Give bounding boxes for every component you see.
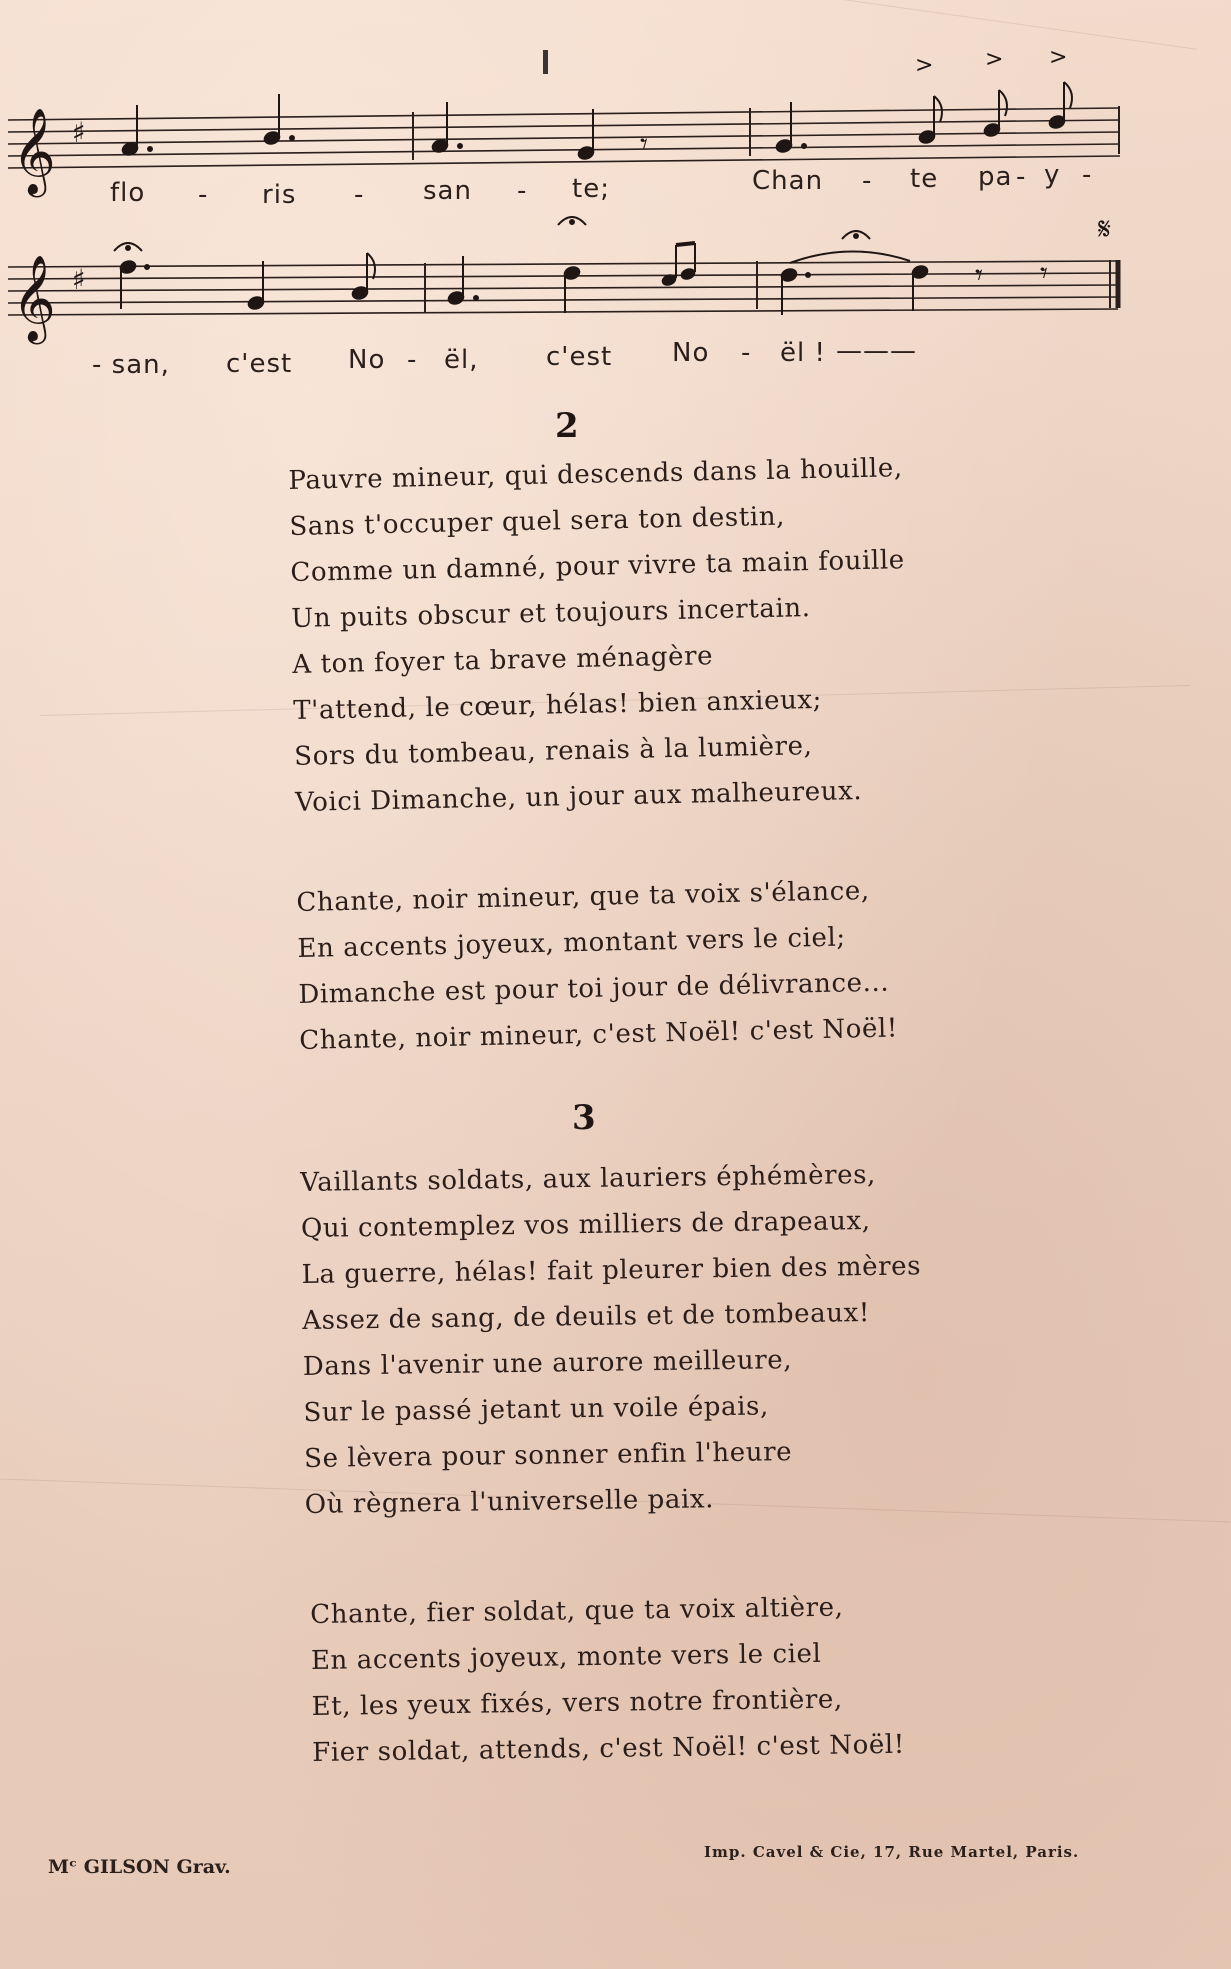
eighth-rest-icon: 𝄾 <box>640 127 648 162</box>
lyric-syllable: ris <box>262 180 297 210</box>
lyric-syllable: ël ! <box>780 338 826 368</box>
lyric-syllable: ël, <box>444 345 479 375</box>
verse-line: Sur le passé jetant un voile épais, <box>303 1391 770 1428</box>
verse-3-refrain <box>310 1584 905 1776</box>
note <box>779 251 910 315</box>
refrain-line: Chante, noir mineur, que ta voix s'élance, <box>296 875 870 918</box>
refrain-line: Chante, fier soldat, que ta voix altière, <box>310 1592 844 1630</box>
verse-line: Vaillants soldats, aux lauriers éphémères, <box>300 1159 877 1198</box>
verse-2-stanza <box>288 445 910 826</box>
verse-line: T'attend, le cœur, hélas! bien anxieux; <box>292 684 823 726</box>
lyric-hyphen: - <box>354 180 365 210</box>
engraver-credit: Mᶜ GILSON Grav. <box>48 1856 231 1878</box>
note <box>576 109 595 161</box>
verse-number: 3 <box>572 1098 596 1138</box>
verse-line: Voici Dimanche, un jour aux malheureux. <box>294 776 863 818</box>
eighth-rest-icon: 𝄾 <box>975 258 983 293</box>
tack-mark <box>543 50 548 74</box>
note <box>114 243 150 309</box>
accent-icon: > <box>985 50 1004 72</box>
eighth-rest-icon: 𝄾 <box>1040 256 1048 291</box>
verse-number: 2 <box>555 406 579 446</box>
lyric-syllable: - san, <box>92 350 170 380</box>
accent-icon: > <box>1049 50 1068 70</box>
lyric-syllable: flo <box>110 178 146 208</box>
verse-line: Sors du tombeau, renais à la lumière, <box>293 731 813 772</box>
lyric-syllable: No <box>348 345 386 375</box>
note <box>982 50 1007 138</box>
refrain-line: Dimanche est pour toi jour de délivrance... <box>298 967 890 1010</box>
verse-line: Dans l'avenir une aurore meilleure, <box>302 1345 793 1382</box>
treble-clef-icon: 𝄞 <box>12 255 56 341</box>
note <box>915 53 942 145</box>
sharp-icon: ♯ <box>72 263 86 296</box>
staff-2 <box>0 205 1231 345</box>
printer-credit: Imp. Cavel & Cie, 17, Rue Martel, Paris. <box>704 1843 1080 1861</box>
note <box>446 256 478 306</box>
refrain-line: Fier soldat, attends, c'est Noël! c'est Noël! <box>312 1729 905 1768</box>
refrain-line: En accents joyeux, montant vers le ciel; <box>297 922 847 964</box>
verse-line: Où règnera l'universelle paix. <box>304 1484 715 1520</box>
note <box>262 94 294 146</box>
note <box>246 261 265 311</box>
note <box>1047 50 1072 130</box>
lyric-hyphen: - <box>198 180 209 210</box>
verse-line: Comme un damné, pour vivre ta main fouille <box>290 545 906 588</box>
lyric-syllable: y <box>1044 160 1061 190</box>
refrain-line: Chante, noir mineur, c'est Noël! c'est Noël! <box>299 1013 899 1056</box>
melisma-line: ——— <box>836 336 917 366</box>
note <box>774 102 806 154</box>
lyric-syllable: c'est <box>546 342 613 372</box>
verse-line: Sans t'occuper quel sera ton destin, <box>289 501 786 542</box>
lyric-hyphen: - <box>1082 160 1093 190</box>
verse-line: Se lèvera pour sonner enfin l'heure <box>303 1437 793 1474</box>
lyric-syllable: pa <box>978 162 1013 192</box>
accent-icon: > <box>915 53 934 78</box>
staff-lines <box>8 108 1120 168</box>
lyric-syllable: Chan <box>752 166 824 196</box>
lyric-hyphen: - <box>741 338 752 368</box>
paper-crease <box>503 0 1196 50</box>
note <box>661 243 697 287</box>
verse-line: La guerre, hélas! fait pleurer bien des mères <box>301 1251 922 1290</box>
verse-line: A ton foyer ta brave ménagère <box>292 641 714 680</box>
lyric-hyphen: - <box>517 176 528 206</box>
refrain-line: Et, les yeux fixés, vers notre frontière, <box>311 1684 843 1722</box>
verse-2-refrain <box>296 867 898 1063</box>
lyric-hyphen: - <box>862 166 873 196</box>
lyric-syllable: No <box>672 338 710 368</box>
note <box>558 217 586 313</box>
verse-line: Assez de sang, de deuils et de tombeaux! <box>302 1298 871 1336</box>
verse-3-stanza <box>300 1151 925 1528</box>
verse-line: Pauvre mineur, qui descends dans la houille, <box>288 453 903 496</box>
treble-clef-icon: 𝄞 <box>12 108 56 194</box>
lyric-syllable: san <box>423 176 472 206</box>
verse-line: Qui contemplez vos milliers de drapeaux, <box>300 1206 871 1244</box>
lyric-syllable: te <box>910 164 939 194</box>
lyric-syllable: te; <box>572 174 610 204</box>
lyric-syllable: c'est <box>226 349 293 379</box>
refrain-line: En accents joyeux, monte vers le ciel <box>310 1638 822 1676</box>
lyric-hyphen: - <box>1016 162 1027 192</box>
sharp-icon: ♯ <box>72 116 86 149</box>
staff-lines <box>8 261 1118 315</box>
verse-line: Un puits obscur et toujours incertain. <box>291 593 811 634</box>
music-system-2 <box>0 205 1231 345</box>
lyric-hyphen: - <box>407 345 418 375</box>
segno-icon: 𝄋 <box>1098 212 1111 247</box>
